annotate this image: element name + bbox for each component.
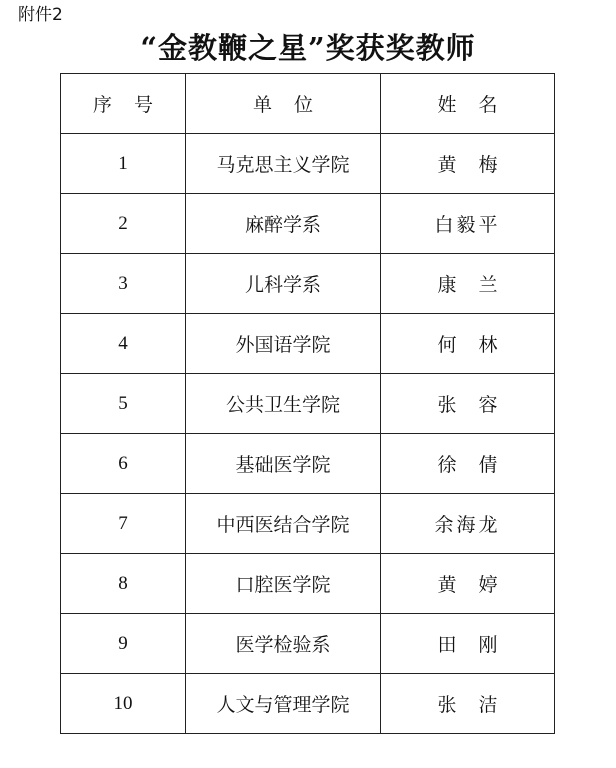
row-teacher-name: 黄梅 bbox=[381, 134, 555, 194]
row-unit: 儿科学系 bbox=[186, 254, 381, 314]
table-row bbox=[61, 434, 555, 494]
row-unit: 基础医学院 bbox=[186, 434, 381, 494]
row-number: 2 bbox=[61, 194, 186, 254]
table-row bbox=[61, 674, 555, 734]
table-row bbox=[61, 494, 555, 554]
table-header-row bbox=[61, 74, 555, 134]
row-number: 7 bbox=[61, 494, 186, 554]
row-unit: 马克思主义学院 bbox=[186, 134, 381, 194]
row-teacher-name: 黄婷 bbox=[381, 554, 555, 614]
row-unit: 中西医结合学院 bbox=[186, 494, 381, 554]
row-number: 1 bbox=[61, 134, 186, 194]
document-title: “金教鞭之星”奖获奖教师 bbox=[140, 31, 476, 65]
award-winners-table bbox=[60, 73, 555, 734]
row-teacher-name: 田刚 bbox=[381, 614, 555, 674]
table-row bbox=[61, 194, 555, 254]
row-unit: 公共卫生学院 bbox=[186, 374, 381, 434]
row-number: 4 bbox=[61, 314, 186, 374]
row-unit: 麻醉学系 bbox=[186, 194, 381, 254]
row-number: 10 bbox=[61, 674, 186, 734]
row-number: 9 bbox=[61, 614, 186, 674]
row-unit: 口腔医学院 bbox=[186, 554, 381, 614]
column-header-number: 序号 bbox=[61, 74, 186, 134]
table-row bbox=[61, 614, 555, 674]
row-teacher-name: 徐倩 bbox=[381, 434, 555, 494]
row-unit: 医学检验系 bbox=[186, 614, 381, 674]
row-teacher-name: 张洁 bbox=[381, 674, 555, 734]
row-teacher-name: 康兰 bbox=[381, 254, 555, 314]
table-body bbox=[61, 134, 555, 734]
table-row bbox=[61, 314, 555, 374]
row-teacher-name: 张容 bbox=[381, 374, 555, 434]
row-number: 5 bbox=[61, 374, 186, 434]
attachment-label: 附件2 bbox=[18, 5, 63, 25]
row-teacher-name: 何林 bbox=[381, 314, 555, 374]
row-teacher-name: 余海龙 bbox=[381, 494, 555, 554]
table-row bbox=[61, 554, 555, 614]
row-teacher-name: 白毅平 bbox=[381, 194, 555, 254]
table-row bbox=[61, 134, 555, 194]
row-unit: 人文与管理学院 bbox=[186, 674, 381, 734]
row-number: 6 bbox=[61, 434, 186, 494]
row-number: 3 bbox=[61, 254, 186, 314]
column-header-unit: 单位 bbox=[186, 74, 381, 134]
table-row bbox=[61, 254, 555, 314]
table-row bbox=[61, 374, 555, 434]
row-unit: 外国语学院 bbox=[186, 314, 381, 374]
row-number: 8 bbox=[61, 554, 186, 614]
column-header-name: 姓名 bbox=[381, 74, 555, 134]
